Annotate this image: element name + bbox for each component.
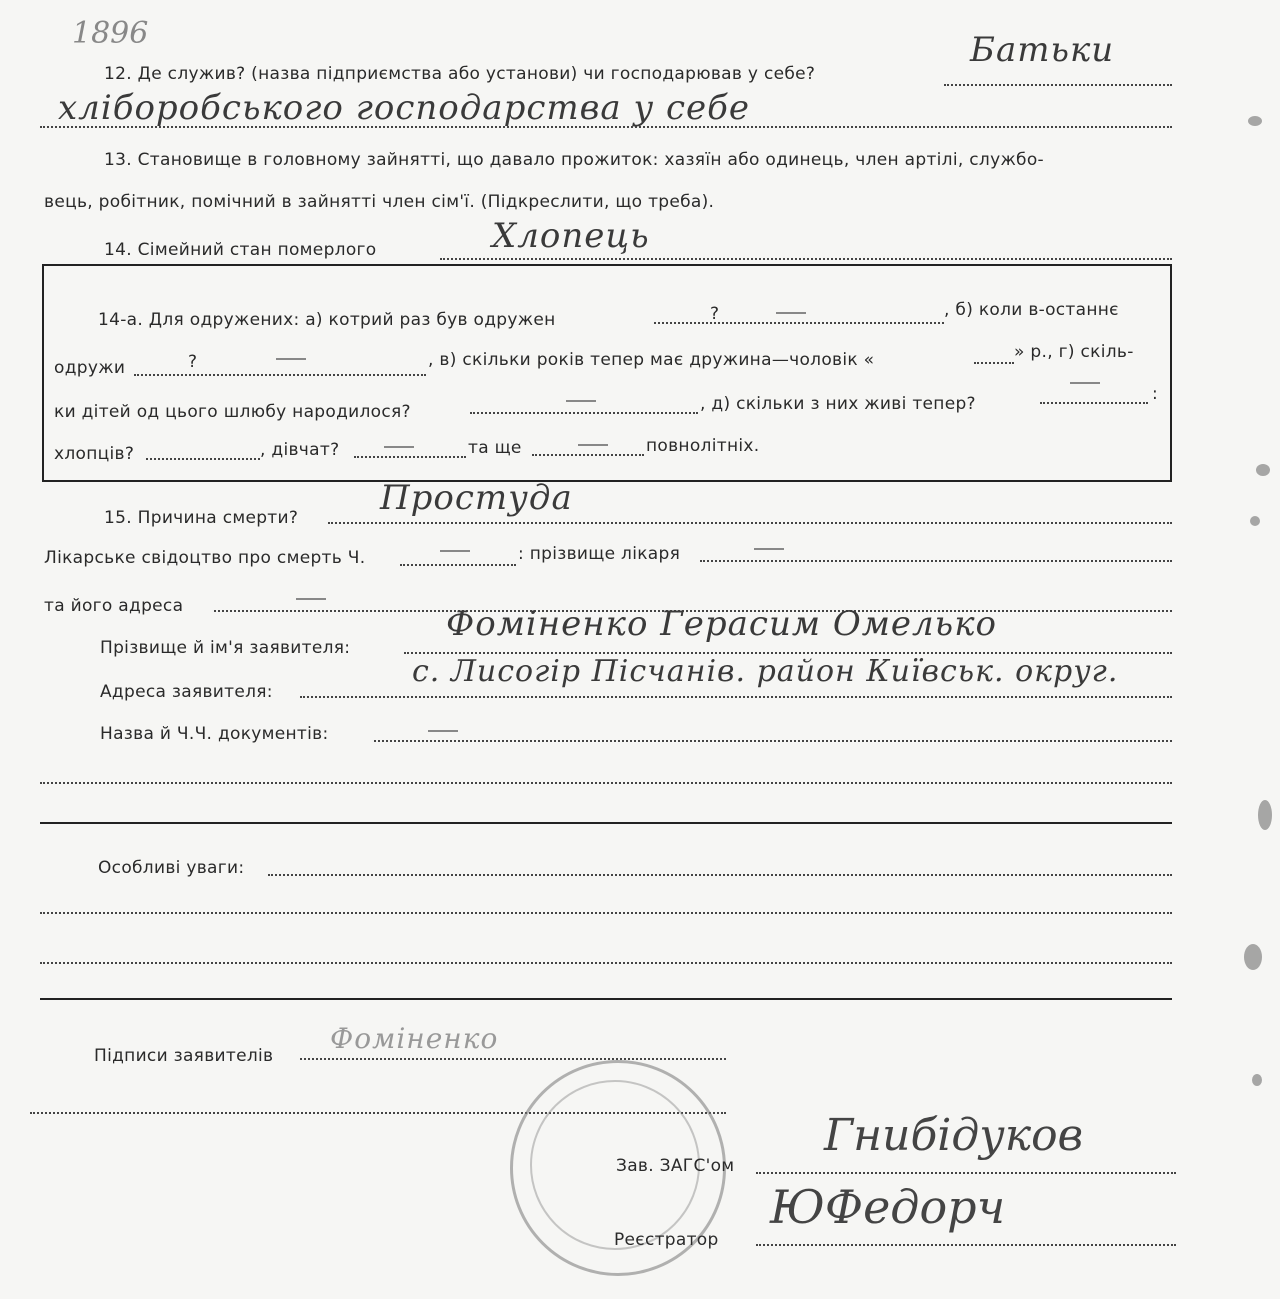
doctor-dash-2 xyxy=(754,548,784,550)
documents-line-2 xyxy=(40,782,1172,784)
edge-smudge xyxy=(1258,800,1272,830)
doctor-label-2: : прізвище лікаря xyxy=(518,544,681,564)
applicant-name-handwriting: Фоміненко Герасим Омелько xyxy=(446,604,997,644)
q15-line xyxy=(328,522,1172,524)
q14a-dash-5 xyxy=(384,446,414,448)
q13-line-1: 13. Становище в головному зайнятті, що давало прожиток: хазяїн або одинець, член артілі, службо- xyxy=(104,150,1044,170)
q14a-dash-6 xyxy=(578,444,608,446)
q14a-line3-a: ки дітей од цього шлюбу народилося? xyxy=(54,402,411,422)
q14a-box xyxy=(42,264,1172,482)
edge-smudge xyxy=(1248,116,1262,126)
registrar-line xyxy=(756,1244,1176,1246)
registrar-label: Реєстратор xyxy=(614,1230,719,1250)
corner-number: 1896 xyxy=(72,16,149,51)
q14a-line2-field-b xyxy=(974,362,1014,364)
notes-label: Особливі уваги: xyxy=(98,858,245,878)
documents-dash xyxy=(428,730,458,732)
q14a-dash-1 xyxy=(776,312,806,314)
q14-line xyxy=(440,258,1172,260)
q14a-line4-field-1 xyxy=(146,458,260,460)
q14a-line4-field-3 xyxy=(532,454,644,456)
doctor-name-line xyxy=(700,560,1172,562)
q14a-dash-2 xyxy=(276,358,306,360)
q14a-line4-d: повнолітніх. xyxy=(646,436,760,456)
q14-label: 14. Сімейний стан померлого xyxy=(104,240,377,260)
q14a-line4-c: та ще xyxy=(468,438,522,458)
notes-line-3 xyxy=(40,962,1172,964)
q14a-q1: ? xyxy=(710,304,720,324)
q13-line-2: вець, робітник, помічний в зайнятті член сім'ї. (Підкреслити, що треба). xyxy=(44,192,715,212)
q14a-line1-b: , б) коли в-останнє xyxy=(944,300,1119,320)
divider-2 xyxy=(40,998,1172,1000)
q14a-line4-a: хлопців? xyxy=(54,444,135,464)
q12-handwriting-1: Батьки xyxy=(970,30,1115,70)
q14-handwriting: Хлопець xyxy=(492,216,650,256)
applicant-address-line xyxy=(300,696,1172,698)
notes-line-1 xyxy=(268,874,1172,876)
edge-smudge xyxy=(1256,464,1270,476)
applicant-name-label: Прізвище й ім'я заявителя: xyxy=(100,638,351,658)
documents-line xyxy=(374,740,1172,742)
q14a-line2-b: , в) скільки років тепер має дружина—чоловік « xyxy=(428,350,875,370)
signatures-line-1 xyxy=(300,1058,726,1060)
head-line xyxy=(756,1172,1176,1174)
q12-handwriting-2: хліборобського господарства у себе xyxy=(58,88,751,128)
q14a-line2-field xyxy=(134,374,426,376)
q14a-dash-4 xyxy=(1070,382,1100,384)
q14a-line3-field xyxy=(470,412,698,414)
edge-smudge xyxy=(1252,1074,1262,1086)
q14a-line2-a: одружи xyxy=(54,358,126,378)
q14a-line1-field xyxy=(654,322,944,324)
edge-smudge xyxy=(1244,944,1262,970)
notes-line-2 xyxy=(40,912,1172,914)
q12-line xyxy=(944,84,1172,86)
edge-smudge xyxy=(1250,516,1260,526)
doctor-number-line xyxy=(400,564,516,566)
applicant-address-handwriting: с. Лисогір Пісчанів. район Київськ. округ. xyxy=(412,654,1119,689)
q14a-line1-a: 14-а. Для одружених: а) котрий раз був одружен xyxy=(98,310,556,330)
address-label: та його адреса xyxy=(44,596,184,616)
q12-label: 12. Де служив? (назва підприємства або установи) чи господарював у себе? xyxy=(104,64,816,84)
q15-label: 15. Причина смерти? xyxy=(104,508,299,528)
q14a-line3-field-b xyxy=(1040,402,1148,404)
q14a-dash-3 xyxy=(566,400,596,402)
q14a-line4-field-2 xyxy=(354,456,466,458)
divider-1 xyxy=(40,822,1172,824)
documents-label: Назва й Ч.Ч. документів: xyxy=(100,724,329,744)
address-dash xyxy=(296,598,326,600)
doctor-dash xyxy=(440,550,470,552)
signatures-label: Підписи заявителів xyxy=(94,1046,274,1066)
q14a-line4-b: , дівчат? xyxy=(260,440,340,460)
doctor-label: Лікарське свідоцтво про смерть Ч. xyxy=(44,548,366,568)
head-signature: Гнибідуков xyxy=(824,1110,1084,1161)
q14a-q2: ? xyxy=(188,352,198,372)
q14a-line2-c: » р., г) скіль- xyxy=(1014,342,1134,362)
applicant-address-label: Адреса заявителя: xyxy=(100,682,273,702)
head-label: Зав. ЗАГС'ом xyxy=(616,1156,735,1176)
q14a-line3-c: : xyxy=(1152,384,1159,404)
registrar-signature: ЮФедорч xyxy=(770,1180,1006,1234)
signatures-handwriting: Фоміненко xyxy=(330,1022,499,1055)
q14a-line3-b: , д) скільки з них живі тепер? xyxy=(700,394,976,414)
q15-handwriting: Простуда xyxy=(380,478,573,518)
